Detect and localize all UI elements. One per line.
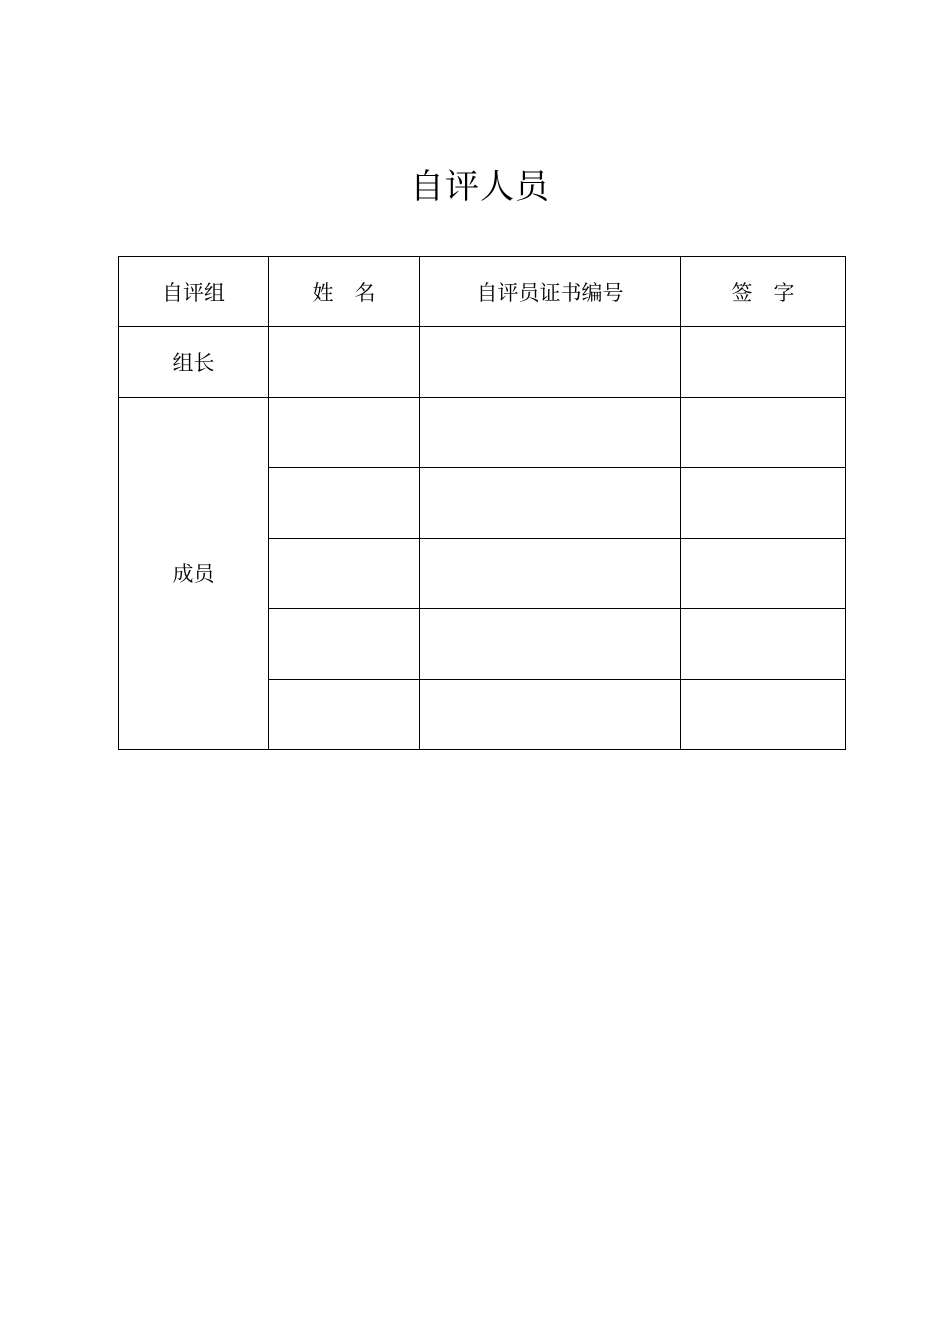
member-certificate-no-cell[interactable]: [420, 397, 681, 467]
member-signature-cell[interactable]: [681, 538, 846, 608]
member-name-cell[interactable]: [269, 538, 420, 608]
header-signature-label: 签 字: [731, 280, 795, 305]
header-group-label: 自评组: [162, 280, 225, 305]
member-name-cell[interactable]: [269, 679, 420, 749]
header-certificate-no: [420, 257, 681, 327]
page-title: 自评人员: [410, 167, 550, 207]
table-header-row: [119, 257, 846, 327]
member-name-cell[interactable]: [269, 609, 420, 679]
member-signature-cell[interactable]: [681, 468, 846, 538]
leader-signature-cell[interactable]: [681, 327, 846, 397]
leader-role-cell: [119, 327, 269, 397]
member-certificate-no-cell[interactable]: [420, 679, 681, 749]
member-signature-cell[interactable]: [681, 679, 846, 749]
member-certificate-no-cell[interactable]: [420, 538, 681, 608]
header-signature: [681, 257, 846, 327]
header-name: [269, 257, 420, 327]
member-row: [119, 397, 846, 467]
self-evaluation-personnel-table: [118, 256, 846, 750]
leader-role-label: 组长: [172, 351, 215, 376]
member-signature-cell[interactable]: [681, 609, 846, 679]
leader-row: [119, 327, 846, 397]
member-signature-cell[interactable]: [681, 397, 846, 467]
member-name-cell[interactable]: [269, 397, 420, 467]
header-name-label: 姓 名: [312, 280, 376, 305]
header-group: [119, 257, 269, 327]
leader-certificate-no-cell[interactable]: [420, 327, 681, 397]
member-role-label: 成员: [172, 562, 215, 587]
leader-name-cell[interactable]: [269, 327, 420, 397]
member-role-cell: [119, 397, 269, 749]
member-name-cell[interactable]: [269, 468, 420, 538]
member-certificate-no-cell[interactable]: [420, 609, 681, 679]
member-certificate-no-cell[interactable]: [420, 468, 681, 538]
header-certificate-no-label: 自评员证书编号: [476, 280, 624, 305]
